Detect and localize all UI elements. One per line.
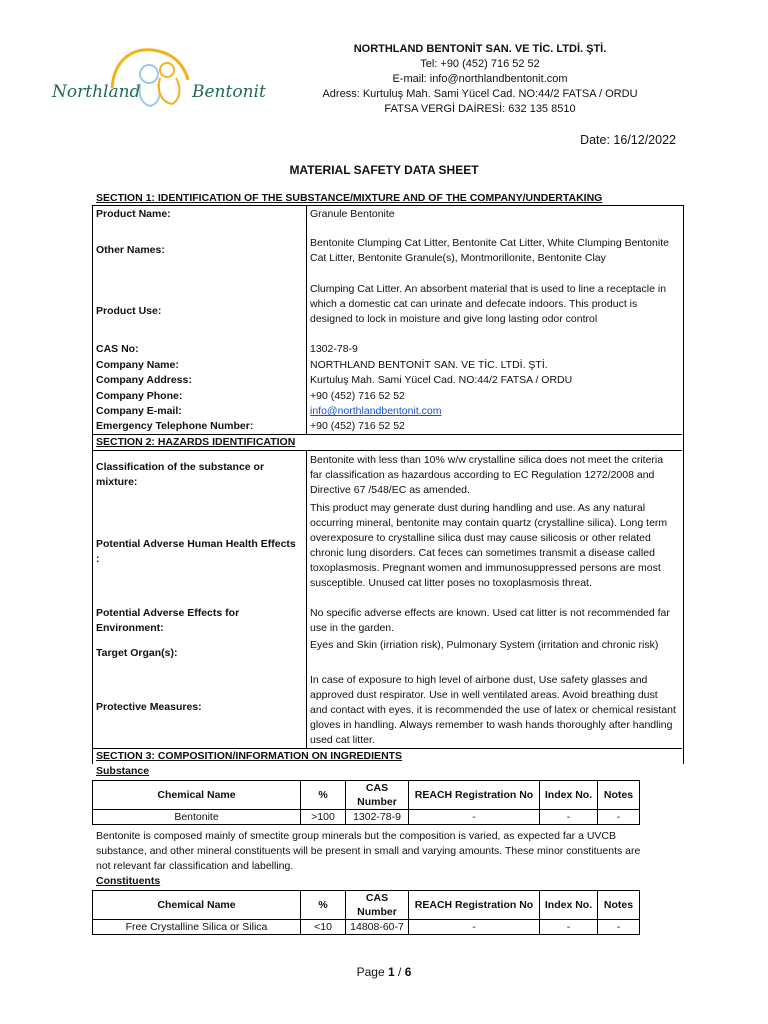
header-tel: Tel: +90 (452) 716 52 52 <box>420 58 540 70</box>
health-effects-value: This product may generate dust during handling and use. As any natural occurring mineral, bentonite may contain quartz (crystalline silica). Long term overexposure to crystalline silica dust may cause silicosis or other related chronic lung disorders. Cat feces can sometimes transmit a disease called toxoplasmosis. Pregnant women and immunosuppressed persons are most susceptible. Unused cat litter poses no toxoplasmosis threat. <box>310 502 668 589</box>
table-row <box>93 920 640 935</box>
constituents-table <box>92 890 640 935</box>
header-reach-registration: REACH Registration No <box>409 781 540 810</box>
header-notes: Notes <box>598 891 640 920</box>
cell-chemical-name: Free Crystalline Silica or Silica <box>93 920 301 935</box>
company-address-label: Company Address: <box>96 374 192 386</box>
product-name-label: Product Name: <box>96 208 171 220</box>
header-percent: % <box>301 891 346 920</box>
company-logo <box>52 40 266 120</box>
company-phone-label: Company Phone: <box>96 390 183 402</box>
cat-dog-logo-icon <box>52 40 262 120</box>
target-organs-value: Eyes and Skin (irriation risk), Pulmonary System (irritation and chronic risk) <box>310 639 659 651</box>
classification-value: Bentonite with less than 10% w/w crystalline silica does not meet the criteria far classification as hazardous according to EC Regulation 1272/2008 and Directive 67 /548/EC as amended. <box>310 454 664 496</box>
company-name-value: NORTHLAND BENTONİT SAN. VE TİC. LTDİ. ŞTİ. <box>310 359 548 371</box>
company-address-value: Kurtuluş Mah. Sami Yücel Cad. NO:44/2 FATSA / ORDU <box>310 374 573 386</box>
cell-notes: - <box>598 810 640 825</box>
header-chemical-name: Chemical Name <box>93 891 301 920</box>
header-tax-office: FATSA VERGİ DAİRESİ: 632 135 8510 <box>384 103 576 115</box>
section2-title: SECTION 2: HAZARDS IDENTIFICATION <box>96 436 296 448</box>
table-row <box>93 810 640 825</box>
section3-title: SECTION 3: COMPOSITION/INFORMATION ON INGREDIENTS <box>96 750 403 762</box>
header-index-no: Index No. <box>540 891 598 920</box>
header-cas-number: CAS Number <box>346 891 409 920</box>
substance-table-header <box>93 781 640 810</box>
cell-notes: - <box>598 920 640 935</box>
header-percent: % <box>301 781 346 810</box>
cell-index-no: - <box>540 920 598 935</box>
header-cas-number: CAS Number <box>346 781 409 810</box>
product-use-label: Product Use: <box>96 305 162 317</box>
row-divider-sec3 <box>92 748 682 749</box>
company-header <box>300 42 660 117</box>
substance-table <box>92 780 640 825</box>
logo-text-bentonit: Bentonit <box>192 82 266 102</box>
cell-percent: >100 <box>301 810 346 825</box>
header-address: Adress: Kurtuluş Mah. Sami Yücel Cad. NO:44/2 FATSA / ORDU <box>322 88 638 100</box>
cell-reach-registration: - <box>409 920 540 935</box>
protective-measures-label: Protective Measures: <box>96 701 202 713</box>
company-phone-value: +90 (452) 716 52 52 <box>310 390 405 402</box>
cas-label: CAS No: <box>96 343 139 355</box>
page-current: 1 <box>387 965 395 979</box>
cell-percent: <10 <box>301 920 346 935</box>
row-divider-sec2-header <box>92 450 682 451</box>
environment-effects-label: Potential Adverse Effects for Environment: <box>96 607 240 634</box>
cell-index-no: - <box>540 810 598 825</box>
company-name-label: Company Name: <box>96 359 179 371</box>
constituents-table-header <box>93 891 640 920</box>
product-use-value: Clumping Cat Litter. An absorbent material that is used to line a receptacle in which a domestic cat can urinate and defecate indoors. This product is designed to lock in moisture and give long lasting odor control <box>310 283 667 325</box>
document-title: MATERIAL SAFETY DATA SHEET <box>289 163 479 177</box>
company-email-link[interactable]: info@northlandbentonit.com <box>310 405 442 417</box>
column-divider-2 <box>306 450 307 748</box>
target-organs-label: Target Organ(s): <box>96 647 178 659</box>
health-effects-label: Potential Adverse Human Health Effects : <box>96 538 296 565</box>
header-notes: Notes <box>598 781 640 810</box>
other-names-label: Other Names: <box>96 244 165 256</box>
header-reach-registration: REACH Registration No <box>409 891 540 920</box>
composition-paragraph: Bentonite is composed mainly of smectite group minerals but the composition is varied, as expected far a UVCB substance, and other mineral constituents will be present in small and varying amounts. These minor constituents are not relevant far classification and labelling. <box>96 830 641 872</box>
classification-label: Classification of the substance or mixture: <box>96 461 265 488</box>
emergency-phone-value: +90 (452) 716 52 52 <box>310 420 405 432</box>
page-prefix: Page <box>356 965 388 979</box>
document-date: Date: 16/12/2022 <box>580 133 676 147</box>
row-divider-sec2 <box>92 434 682 435</box>
cas-value: 1302-78-9 <box>310 343 358 355</box>
emergency-phone-label: Emergency Telephone Number: <box>96 420 254 432</box>
constituents-label: Constituents <box>96 875 161 887</box>
page-footer <box>0 965 768 979</box>
header-email: E-mail: info@northlandbentonit.com <box>392 73 568 85</box>
page-total: 6 <box>404 965 412 979</box>
cell-cas-number: 14808-60-7 <box>346 920 409 935</box>
cell-cas-number: 1302-78-9 <box>346 810 409 825</box>
cell-chemical-name: Bentonite <box>93 810 301 825</box>
company-email-label: Company E-mail: <box>96 405 182 417</box>
header-company-name: NORTHLAND BENTONİT SAN. VE TİC. LTDİ. ŞTİ. <box>353 43 607 55</box>
other-names-value: Bentonite Clumping Cat Litter, Bentonite Cat Litter, White Clumping Bentonite Cat Litter, Bentonite Granule(s), Montmorillonite, Bentonite Clay <box>310 237 669 264</box>
substance-label: Substance <box>96 765 150 777</box>
cell-reach-registration: - <box>409 810 540 825</box>
product-name-value: Granule Bentonite <box>310 208 395 220</box>
protective-measures-value: In case of exposure to high level of airbone dust, Use safety glasses and approved dust respirator. Use in well ventilated areas. Avoid breathing dust and contact with eyes. it is recommended the use of latex or chemical resistant gloves in handling. Always remember to wash hands thoroughly after handling used cat litter. <box>310 674 676 746</box>
header-chemical-name: Chemical Name <box>93 781 301 810</box>
logo-text-northland: Northland <box>52 82 141 102</box>
environment-effects-value: No specific adverse effects are known. Used cat litter is not recommended far use in the garden. <box>310 607 670 634</box>
header-index-no: Index No. <box>540 781 598 810</box>
page-separator: / <box>394 965 405 979</box>
column-divider-1 <box>306 205 307 434</box>
section1-title: SECTION 1: IDENTIFICATION OF THE SUBSTANCE/MIXTURE AND OF THE COMPANY/UNDERTAKING <box>96 192 603 204</box>
